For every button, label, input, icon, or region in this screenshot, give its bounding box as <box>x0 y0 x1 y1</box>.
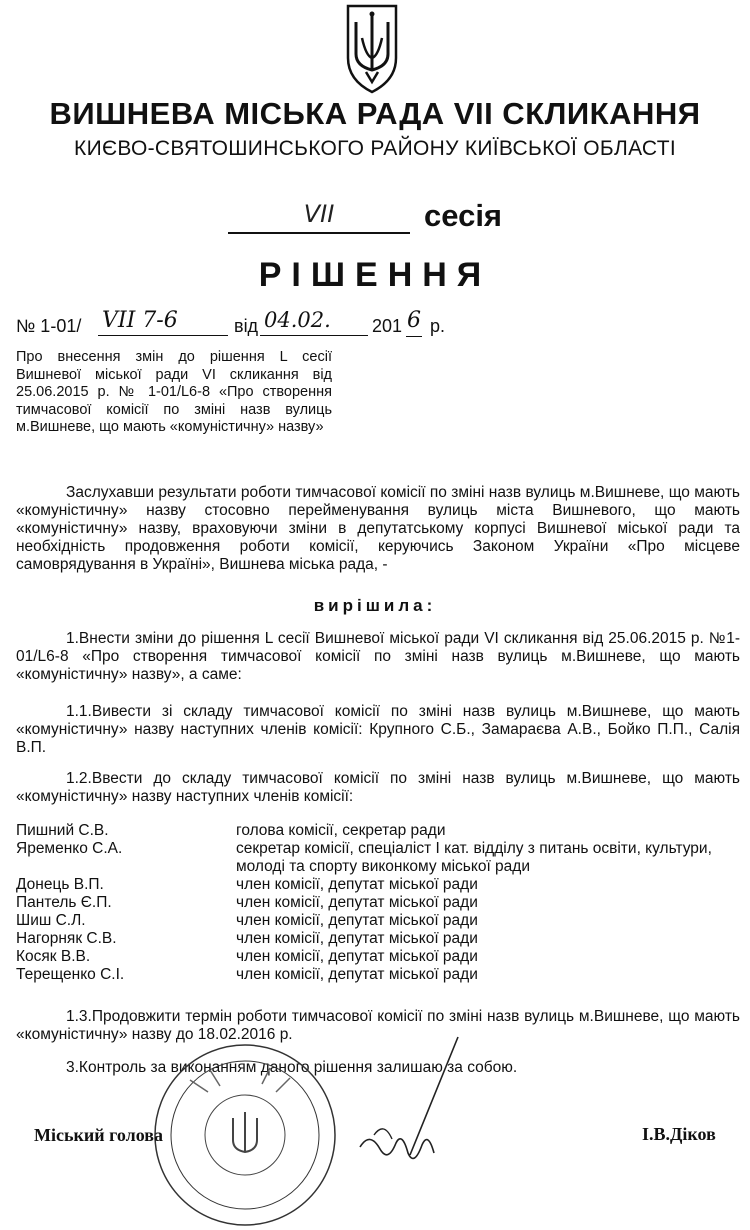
member-role: голова комісії, секретар ради <box>236 822 446 839</box>
year-suffix: р. <box>430 316 446 336</box>
member-name: Донець В.П. <box>16 876 104 893</box>
resolved-heading: вирішила: <box>313 596 437 615</box>
preamble: Заслухавши результати роботи тимчасової комісії по зміні назв вулиць м.Вишневе, що мають «комуністичну» назву стосовно перейменування вулиць міста Вишневого, що мають «комуністичну» назву, враховуючи зміни в депутатському корпусі Вишневої міської ради та необхідність продовження роботи комісії, керуючись Законом України «Про місцеве самоврядування в Україні», Вишнева міська рада, - <box>16 484 740 573</box>
year-prefix: 201 <box>372 316 403 336</box>
date-label: від <box>234 316 259 336</box>
item-3: 3.Контроль за виконанням даного рішення залишаю за собою. <box>66 1059 518 1076</box>
member-role: член комісії, депутат міської ради <box>236 894 478 911</box>
item-1: 1.Внести зміни до рішення L сесії Вишневої міської ради VI скликання від 25.06.2015 р. №1-01/L6-8 «Про створення тимчасової комісії по зміні назв вулиць м.Вишневе, що мають «комуністичну» назву», а саме: <box>16 630 740 683</box>
member-name: Шиш С.Л. <box>16 912 86 929</box>
member-name: Терещенко С.І. <box>16 966 125 983</box>
member-name: Пишний С.В. <box>16 822 109 839</box>
member-role: секретар комісії, спеціаліст І кат. відділу з питань освіти, культури, молоді та спорту виконкому міської ради <box>236 840 712 875</box>
item-1-1: 1.1.Вивести зі складу тимчасової комісії по зміні назв вулиць м.Вишневе, що мають «комуністичну» назву наступних членів комісії: Крупного С.Б., Замараєва А.В., Бойко П.П., Салія В.П. <box>16 703 740 756</box>
item-1-3: 1.3.Продовжити термін роботи тимчасової комісії по зміні назв вулиць м.Вишневе, що мають «комуністичну» назву до 18.02.2016 р. <box>16 1008 740 1043</box>
item-1-2: 1.2.Ввести до складу тимчасової комісії по зміні назв вулиць м.Вишневе, що мають «комуністичну» назву наступних членів комісії: <box>16 770 740 805</box>
council-title: ВИШНЕВА МІСЬКА РАДА VII СКЛИКАННЯ <box>49 96 701 131</box>
mayor-title: Міський голова <box>34 1125 163 1145</box>
member-row <box>16 912 746 930</box>
year-digit: 6 <box>406 308 422 337</box>
member-role: член комісії, депутат міської ради <box>236 876 478 893</box>
decision-heading: РІШЕННЯ <box>258 256 492 294</box>
member-name: Яременко С.А. <box>16 840 123 857</box>
member-role: член комісії, депутат міської ради <box>236 930 478 947</box>
member-row <box>16 948 746 966</box>
mayor-name: І.В.Діков <box>642 1124 716 1144</box>
number-prefix: № 1-01/ <box>16 316 82 336</box>
member-row <box>16 840 746 876</box>
session-word: сесія <box>424 198 503 233</box>
member-row <box>16 930 746 948</box>
member-role: член комісії, депутат міської ради <box>236 966 478 983</box>
member-name: Косяк В.В. <box>16 948 91 965</box>
official-seal-icon <box>150 1040 340 1230</box>
district-subtitle: КИЄВО-СВЯТОШИНСЬКОГО РАЙОНУ КИЇВСЬКОЇ ОБЛАСТІ <box>74 137 676 160</box>
session-line <box>228 198 528 238</box>
decision-subject: Про внесення змін до рішення L сесії Вишневої міської ради VI скликання від 25.06.2015 р. № 1-01/L6-8 «Про створення тимчасової комісії по зміні назв вулиць м.Вишневе, що мають «комуністичну» назву» <box>16 349 332 435</box>
member-role: член комісії, депутат міської ради <box>236 912 478 929</box>
member-role: член комісії, депутат міської ради <box>236 948 478 965</box>
trident-coat-of-arms-icon <box>344 2 400 94</box>
members-list <box>16 822 746 984</box>
member-name: Пантель Є.П. <box>16 894 112 911</box>
session-number: VII <box>228 200 410 234</box>
member-row <box>16 894 746 912</box>
member-row <box>16 966 746 984</box>
decision-date: 04.02. <box>260 308 368 336</box>
member-row <box>16 876 746 894</box>
member-row <box>16 822 746 840</box>
decision-number-line <box>16 308 446 340</box>
decision-number: VII 7-6 <box>98 308 228 336</box>
member-name: Нагорняк С.В. <box>16 930 117 947</box>
handwritten-signature-icon <box>340 1035 460 1171</box>
